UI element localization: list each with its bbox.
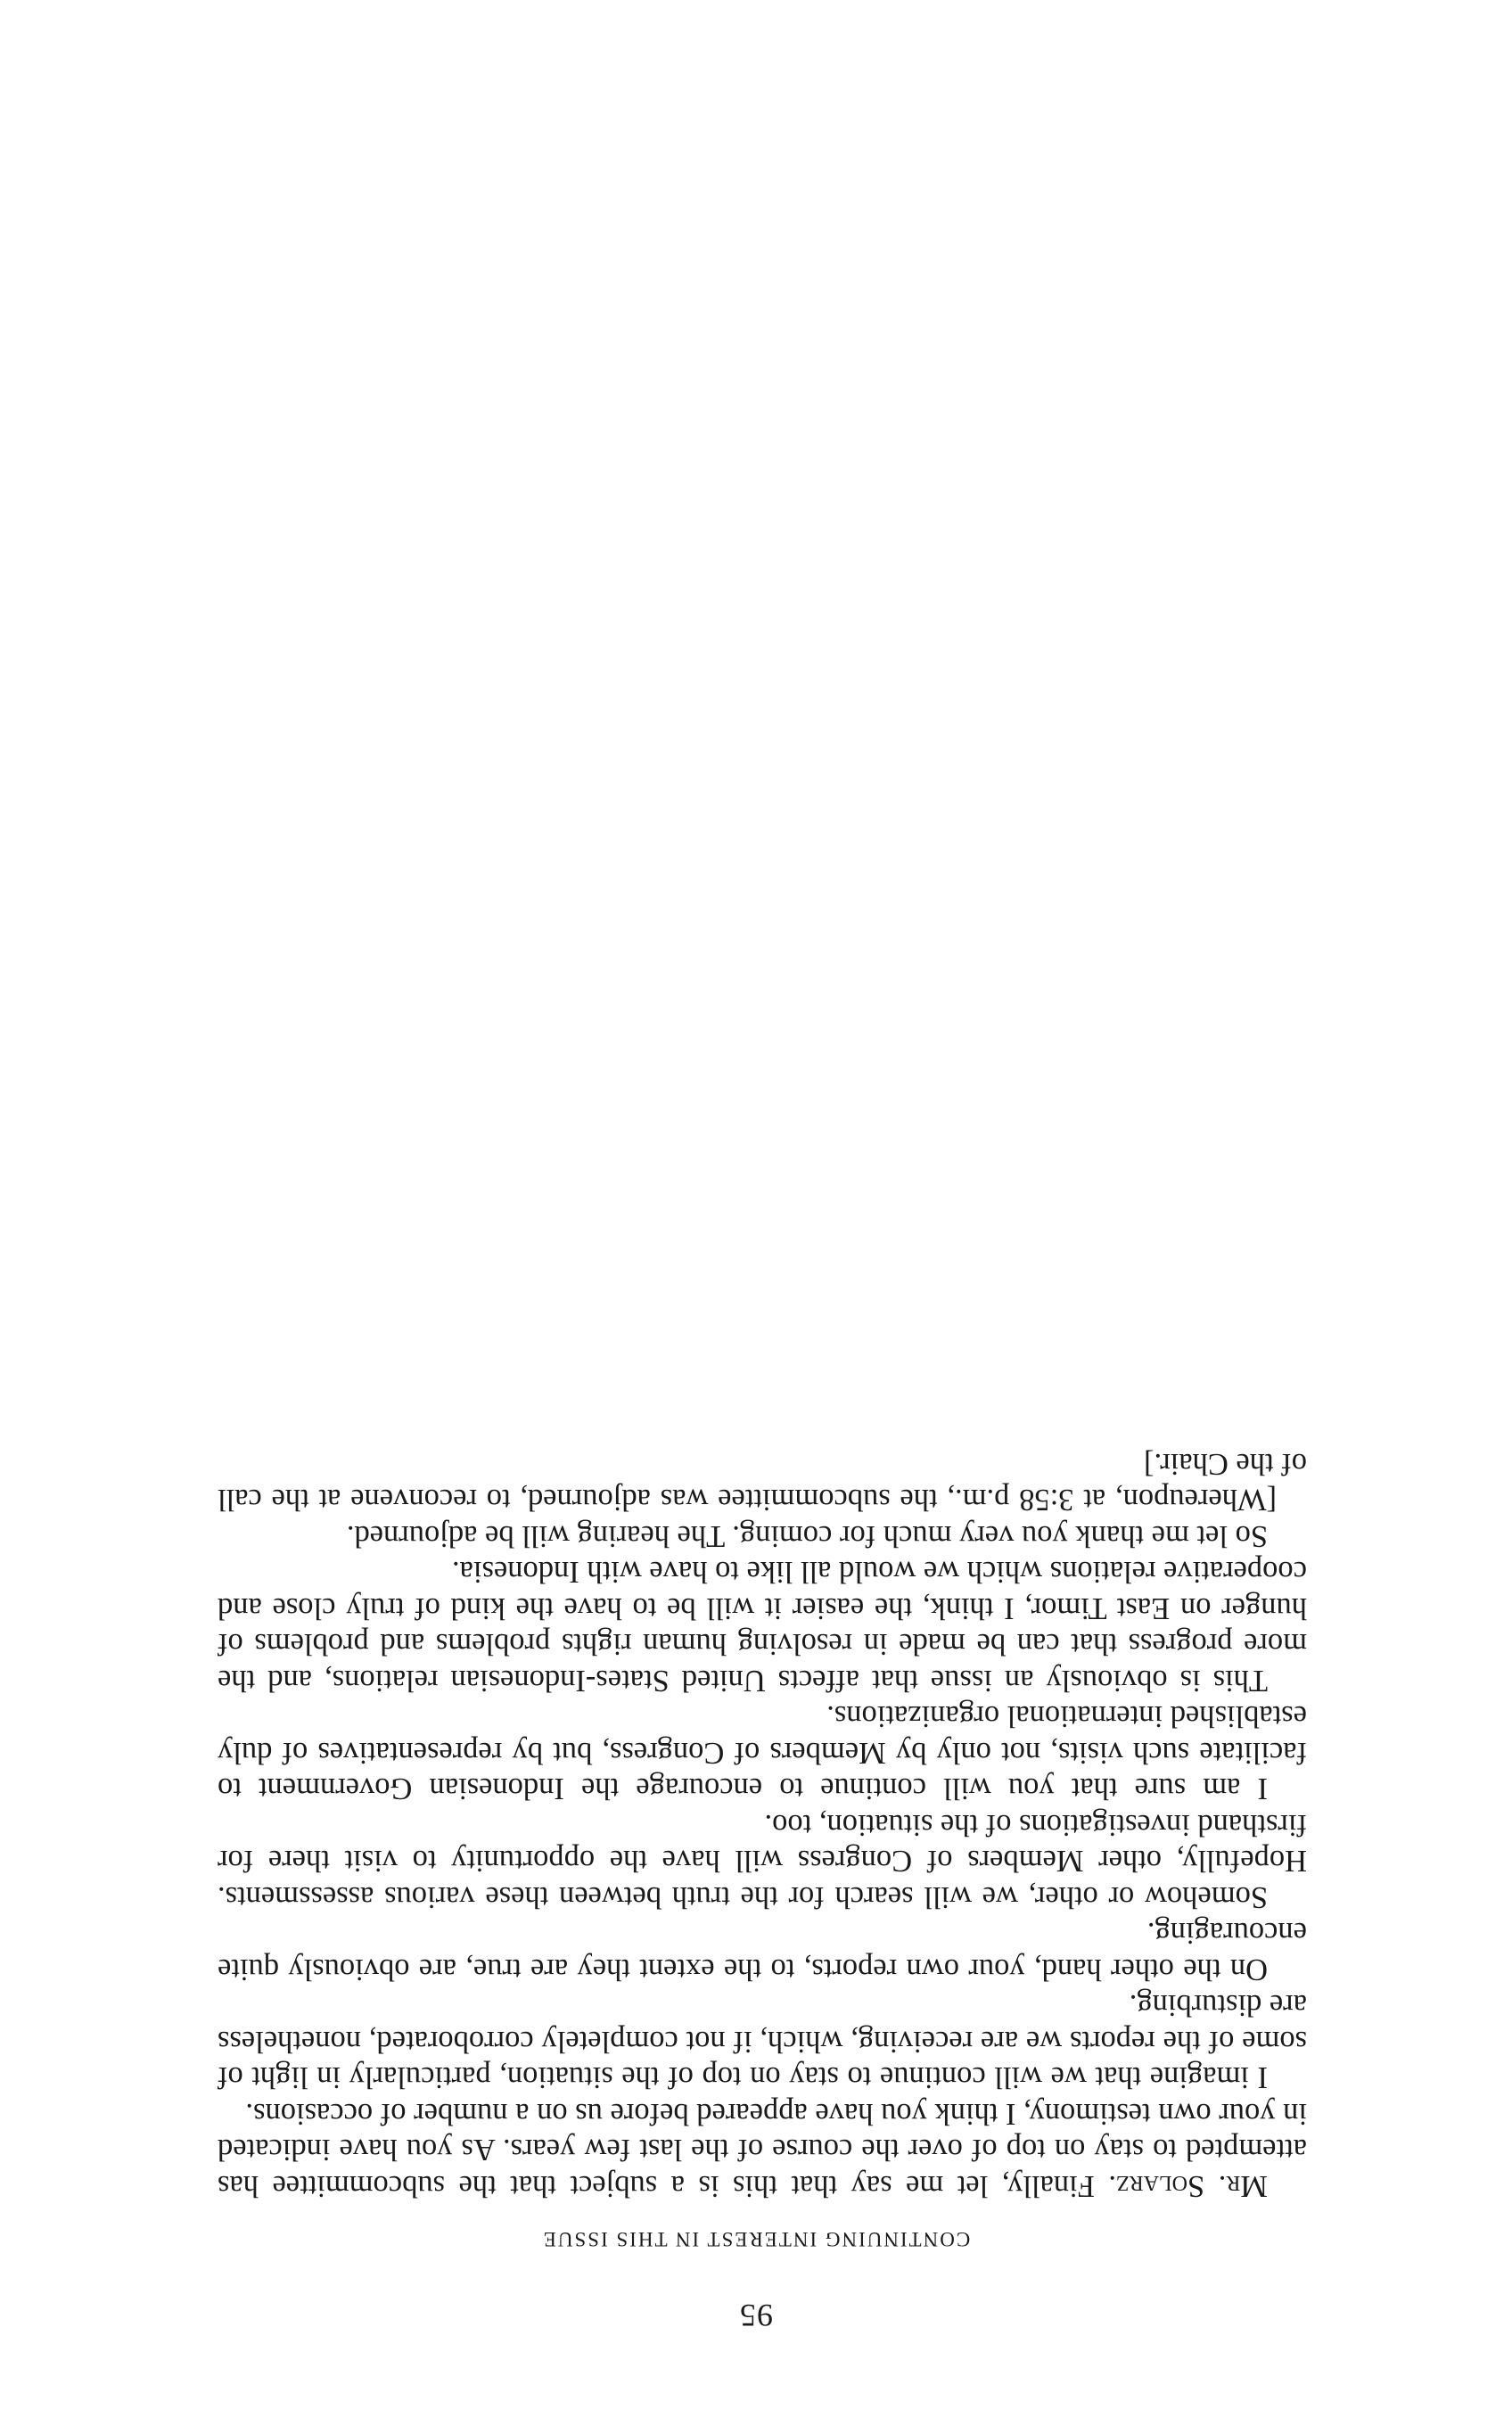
paragraph-text: So let me thank you very much for coming. The hearing will be adjourned. xyxy=(346,1519,1268,1553)
hearing-transcript xyxy=(218,1446,1307,2205)
paragraph-text: Somehow or other, we will search for the truth between these various assessments. Hopefully, other Members of Congress will have the opportunity to visit there for firsthand investigations of the situation, too. xyxy=(218,1808,1307,1914)
paragraph-text: I imagine that we will continue to stay on top of the situation, particularly in light of some of the reports we are receiving, which, if not completely corroborated, nonetheless are disturbing. xyxy=(218,1988,1307,2095)
adjournment-note: [Whereupon, at 3:58 p.m., the subcommittee was adjourned, to reconvene at the call of the Chair.] xyxy=(218,1447,1307,1517)
paragraph-text: This is obviously an issue that affects United States-Indonesian relations, and the more progress that can be made in resolving human rights problems and problems of hunger on East Timor, I think, the easier it will be to have the kind of truly close and cooperative relations which we would all like to have with Indonesia. xyxy=(218,1555,1307,1698)
page-number: 95 xyxy=(739,2298,773,2333)
speaker-name: Mr. Solarz. xyxy=(1108,2169,1268,2203)
paragraph-text: I am sure that you will continue to encourage the Indonesian Government to facilitate such visits, not only by Members of Congress, but by representatives of duly established international organizations. xyxy=(218,1699,1307,1806)
running-head: CONTINUING INTEREST IN THIS ISSUE xyxy=(541,2228,971,2250)
paragraph-text: On the other hand, your own reports, to the extent they are true, are obviously quite encouraging. xyxy=(218,1916,1307,1986)
paragraph-text: Finally, let me say that this is a subject that the subcommittee has attempted to stay on top of over the course of the last few years. As you have indicated in your own testimony, I think you have appeared before us on a number of occasions. xyxy=(218,2097,1307,2203)
paragraph-solarz-opening xyxy=(218,2096,1307,2205)
